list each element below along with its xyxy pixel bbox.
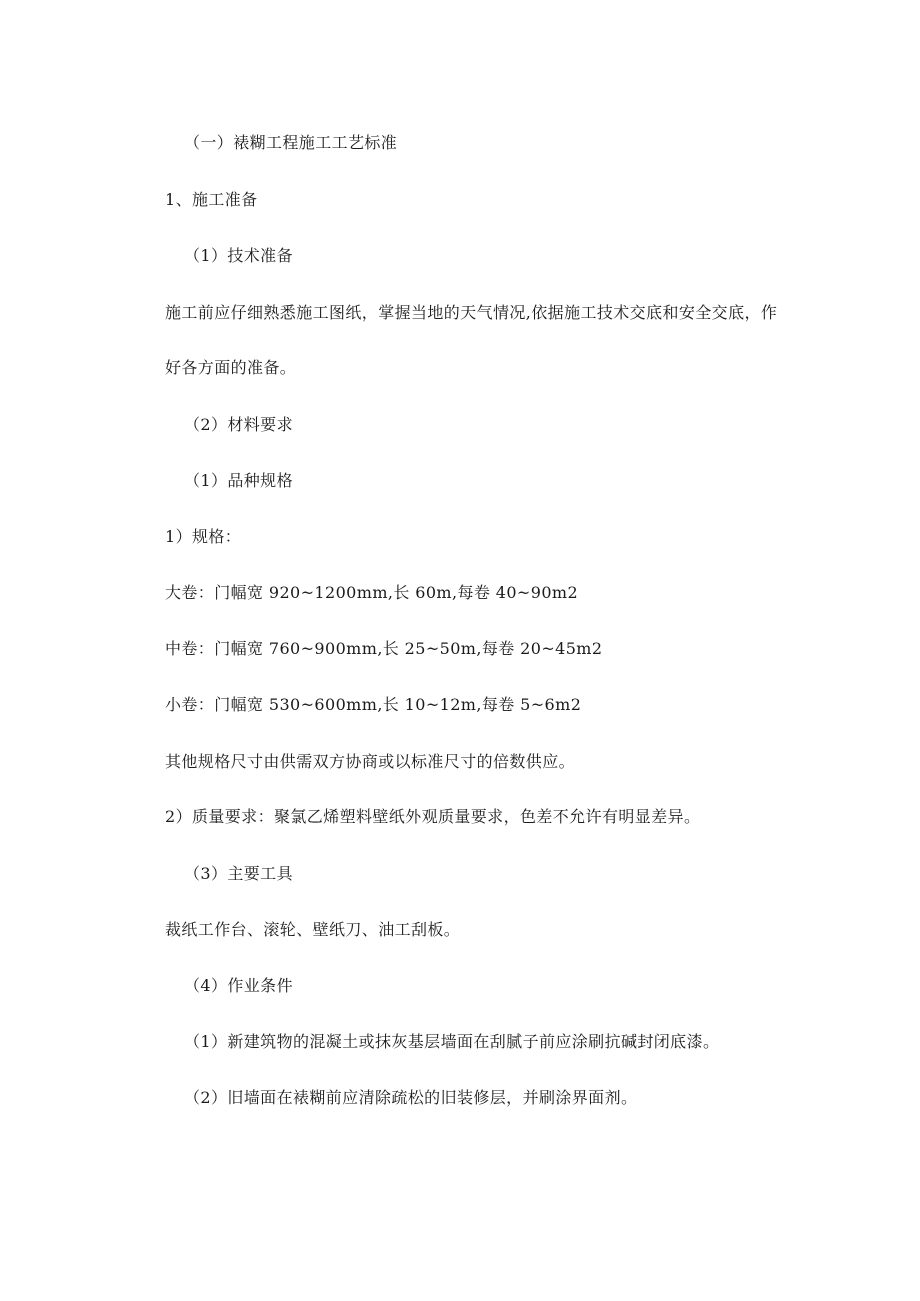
list-label: 1）规格： [165, 527, 242, 546]
paragraph-line: （2）旧墙面在裱糊前应清除疏松的旧装修层，并刷涂界面剂。 [184, 1088, 638, 1107]
paragraph-line: （1）新建筑物的混凝土或抹灰基层墙面在刮腻子前应涂刷抗碱封闭底漆。 [184, 1032, 720, 1051]
item-heading: （1）技术准备 [184, 246, 293, 265]
section-heading: （一）裱糊工程施工工艺标准 [184, 133, 398, 152]
paragraph-line: 好各方面的准备。 [165, 358, 297, 377]
paragraph-line: 施工前应仔细熟悉施工图纸，掌握当地的天气情况,依据施工技术交底和安全交底，作 [165, 303, 778, 322]
spec-line: 大卷：门幅宽 920~1200mm,长 60m,每卷 40~90m2 [165, 583, 579, 602]
paragraph-line: 2）质量要求：聚氯乙烯塑料壁纸外观质量要求，色差不允许有明显差异。 [165, 807, 701, 826]
paragraph-line: 其他规格尺寸由供需双方协商或以标准尺寸的倍数供应。 [165, 752, 576, 771]
spec-line: 小卷：门幅宽 530~600mm,长 10~12m,每卷 5~6m2 [165, 695, 582, 714]
item-heading: （1）品种规格 [184, 471, 293, 490]
spec-line: 中卷：门幅宽 760~900mm,长 25~50m,每卷 20~45m2 [165, 639, 603, 658]
item-heading: （4）作业条件 [184, 976, 293, 995]
item-heading: （2）材料要求 [184, 415, 293, 434]
subsection-heading: 1、施工准备 [165, 190, 258, 209]
item-heading: （3）主要工具 [184, 864, 293, 883]
paragraph-line: 裁纸工作台、滚轮、壁纸刀、油工刮板。 [165, 920, 461, 939]
